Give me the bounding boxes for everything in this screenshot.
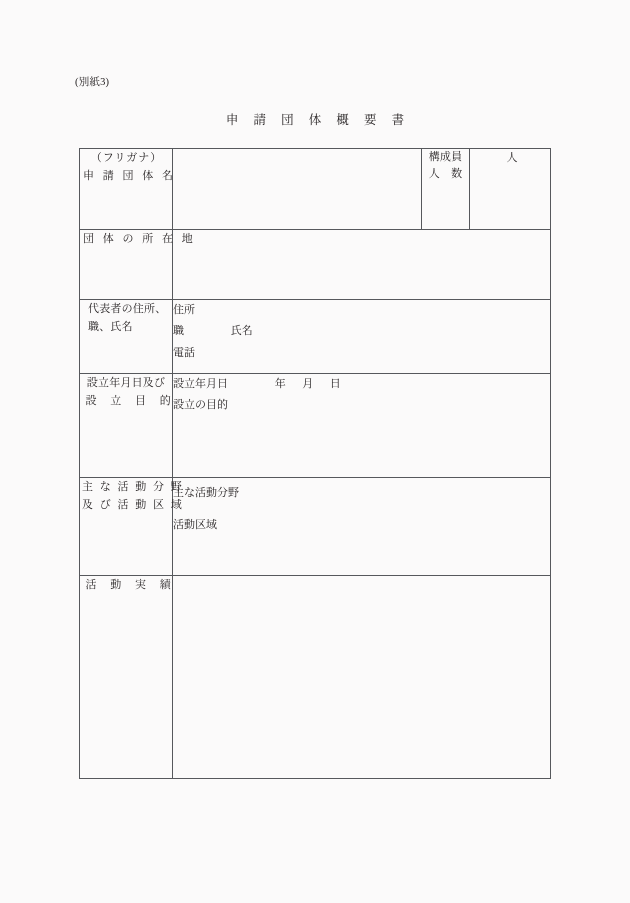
row-label-furigana: （フリガナ） [90,152,163,164]
row-label-organization-name [80,149,176,230]
row-label-activity-record-text: 活 動 実 績 [85,579,177,591]
founding-purpose-field: 設立の目的 [173,399,228,412]
input-founding[interactable] [173,374,551,478]
table-row-organization-name [80,149,551,230]
row-label-activity-field-line2: 及 び 活 動 区 域 [82,499,184,512]
member-count-label-line1: 構成員 [428,151,463,163]
page-title: 申 請 団 体 概 要 書 [225,113,411,127]
row-label-activity-record [80,576,177,779]
row-label-organization-address-text: 団 体 の 所 在 地 [83,233,196,245]
table-row-activity-record [80,576,551,779]
document-reference-mark: (別紙3) [75,77,110,88]
row-label-member-count [422,149,470,230]
input-organization-address[interactable] [173,230,551,300]
input-activity-field[interactable] [173,478,551,576]
activity-area-field: 活動区域 [173,518,217,531]
row-label-representative-line2: 職、氏名 [88,321,133,334]
table-row-founding [80,374,551,478]
main-activity-field: 主な活動分野 [173,487,239,499]
representative-phone-field: 電話 [173,346,195,359]
application-summary-table [79,148,551,779]
row-label-founding [80,374,177,478]
table-row-representative [80,300,551,374]
row-label-organization-address [80,230,196,300]
member-count-unit: 人 [506,152,518,164]
table-row-organization-address [80,230,551,300]
row-label-activity-field [80,478,184,576]
table-row-activity-field [80,478,551,576]
input-member-count[interactable] [470,149,551,230]
representative-address-field: 住所 [173,304,195,316]
row-label-representative-line1: 代表者の住所、 [88,303,167,315]
row-label-activity-field-line1: 主 な 活 動 分 野 [82,481,184,493]
row-label-founding-line2: 設 立 目 的 [85,395,177,408]
representative-title-name-field: 職 氏名 [173,325,253,338]
input-organization-name[interactable] [173,149,422,230]
input-representative[interactable] [173,300,551,374]
input-activity-record[interactable] [173,576,551,779]
row-label-organization-name-text: 申 請 団 体 名 [83,170,176,183]
row-label-founding-line1: 設立年月日及び [86,377,166,389]
row-label-representative [80,300,173,374]
member-count-label-line2: 人 数 [428,168,463,181]
founding-date-field: 設立年月日 年 月 日 [173,378,341,390]
